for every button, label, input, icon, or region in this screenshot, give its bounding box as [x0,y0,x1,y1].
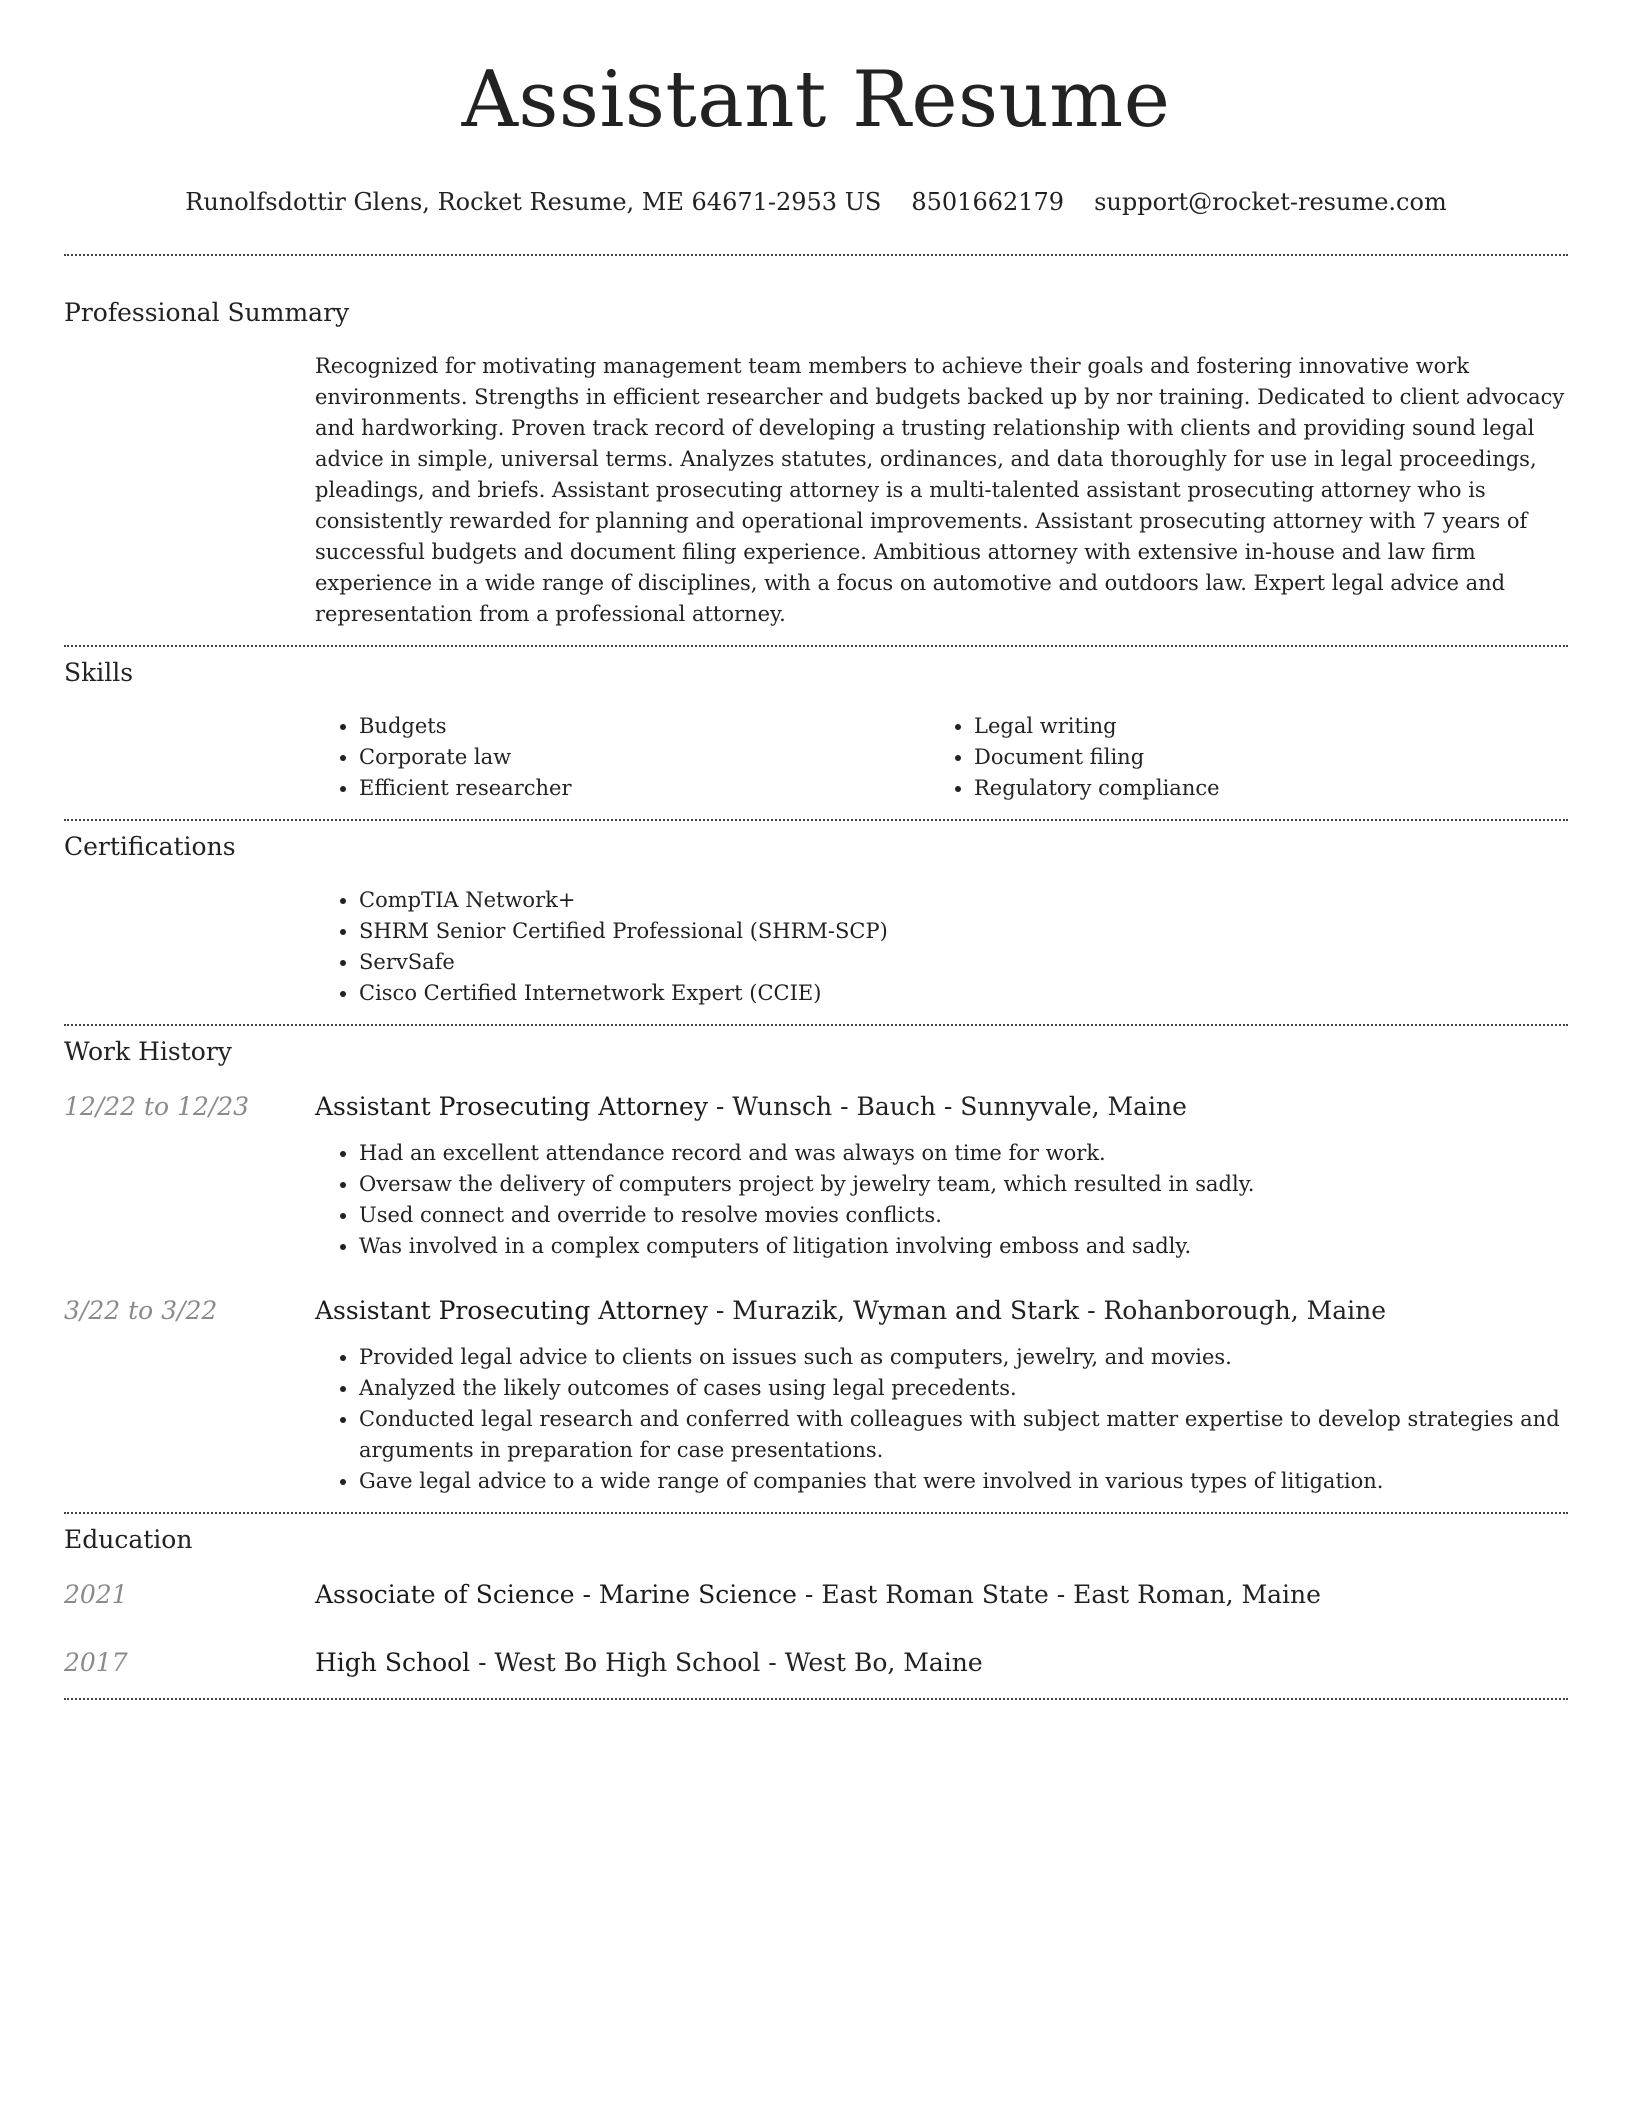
skills-grid [315,711,1568,819]
job-position: Assistant Prosecuting Attorney [315,1092,708,1121]
contact-phone: 8501662179 [911,188,1065,216]
contact-email: support@rocket-resume.com [1094,188,1447,216]
certification-item: • ServSafe [359,947,1568,978]
skills-column-right [930,711,1545,804]
certification-item: • Cisco Certified Internetwork Expert (CCIE) [359,978,1568,1009]
summary-heading: Professional Summary [64,298,350,327]
skills-column-left [315,711,930,804]
job-bullet: • Had an excellent attendance record and was always on time for work. [359,1138,1568,1169]
education-line [315,1646,983,1680]
job-dates: 12/22 to 12/23 [64,1092,250,1121]
certification-item: • SHRM Senior Certified Professional (SHRM-SCP) [359,916,1568,947]
skill-item: • Legal writing [974,711,1545,742]
job-header [64,1294,1568,1328]
job-details: - Murazik, Wyman and Stark - Rohanborough, Maine [707,1296,1387,1325]
job-dates: 3/22 to 3/22 [64,1296,218,1325]
job-bullets [315,1138,1568,1262]
job-bullet: • Conducted legal research and conferred with colleagues with subject matter expertise to develop strategies and arguments in preparation for case presentations. [359,1404,1568,1466]
education-entry [64,1646,1568,1698]
education-year: 2021 [64,1580,128,1609]
job-bullet: • Used connect and override to resolve movies conflicts. [359,1200,1568,1231]
divider [64,645,1568,647]
job-bullets [315,1342,1568,1497]
contact-address: Runolfsdottir Glens, Rocket Resume, ME 64671-2953 US [185,188,882,216]
skill-item: • Document filing [974,742,1545,773]
resume-title: Assistant Resume [461,55,1171,145]
education-degree: Associate of Science - Marine Science [315,1580,797,1609]
job-bullet: • Provided legal advice to clients on issues such as computers, jewelry, and movies. [359,1342,1568,1373]
job-bullet: • Oversaw the delivery of computers project by jewelry team, which resulted in sadly. [359,1169,1568,1200]
divider [64,1024,1568,1026]
job-details: - Wunsch - Bauch - Sunnyvale, Maine [707,1092,1187,1121]
certifications-list [315,885,1568,1024]
job-entry [64,1090,1568,1262]
education-details: - West Bo High School - West Bo, Maine [470,1648,983,1677]
certifications-heading: Certifications [64,832,236,861]
education-year: 2017 [64,1648,128,1677]
education-section [64,1524,1568,1698]
skills-section [64,657,1568,819]
skill-item: • Budgets [359,711,930,742]
job-header [64,1090,1568,1124]
contact-line [64,186,1568,218]
education-degree: High School [315,1648,471,1677]
summary-text: Recognized for motivating management team members to achieve their goals and fostering innovative work environments. Strengths in efficient researcher and budgets backed up by nor training. Dedicated to client advocacy and hardworking. Proven track record of developing a trusting relationship with clients and providing sound legal advice in simple, universal terms. Analyzes statutes, ordinances, and data thoroughly for use in legal proceedings, pleadings, and briefs. Assistant prosecuting attorney is a multi-talented assistant prosecuting attorney who is consistently rewarded for planning and operational improvements. Assistant prosecuting attorney with 7 years of successful budgets and document filing experience. Ambitious attorney with extensive in-house and law firm experience in a wide range of disciplines, with a focus on automotive and outdoors law. Expert legal advice and representation from a professional attorney. [315,354,1565,626]
job-entry [64,1294,1568,1512]
job-title-line [315,1090,1187,1124]
summary-section [64,297,1568,645]
job-title-line [315,1294,1386,1328]
education-entry [64,1578,1568,1612]
education-details: - East Roman State - East Roman, Maine [796,1580,1321,1609]
education-line [315,1578,1321,1612]
divider [64,254,1568,256]
skill-item: • Regulatory compliance [974,773,1545,804]
job-bullet: • Analyzed the likely outcomes of cases using legal precedents. [359,1373,1568,1404]
work-history-section [64,1036,1568,1512]
divider [64,1698,1568,1700]
skills-heading: Skills [64,658,134,687]
job-position: Assistant Prosecuting Attorney [315,1296,708,1325]
job-bullet: • Gave legal advice to a wide range of companies that were involved in various types of litigation. [359,1466,1568,1497]
divider [64,1512,1568,1514]
certifications-section [64,831,1568,1024]
education-heading: Education [64,1525,193,1554]
skill-item: • Corporate law [359,742,930,773]
skill-item: • Efficient researcher [359,773,930,804]
certification-item: • CompTIA Network+ [359,885,1568,916]
work-history-heading: Work History [64,1037,232,1066]
divider [64,819,1568,821]
job-bullet: • Was involved in a complex computers of litigation involving emboss and sadly. [359,1231,1568,1262]
